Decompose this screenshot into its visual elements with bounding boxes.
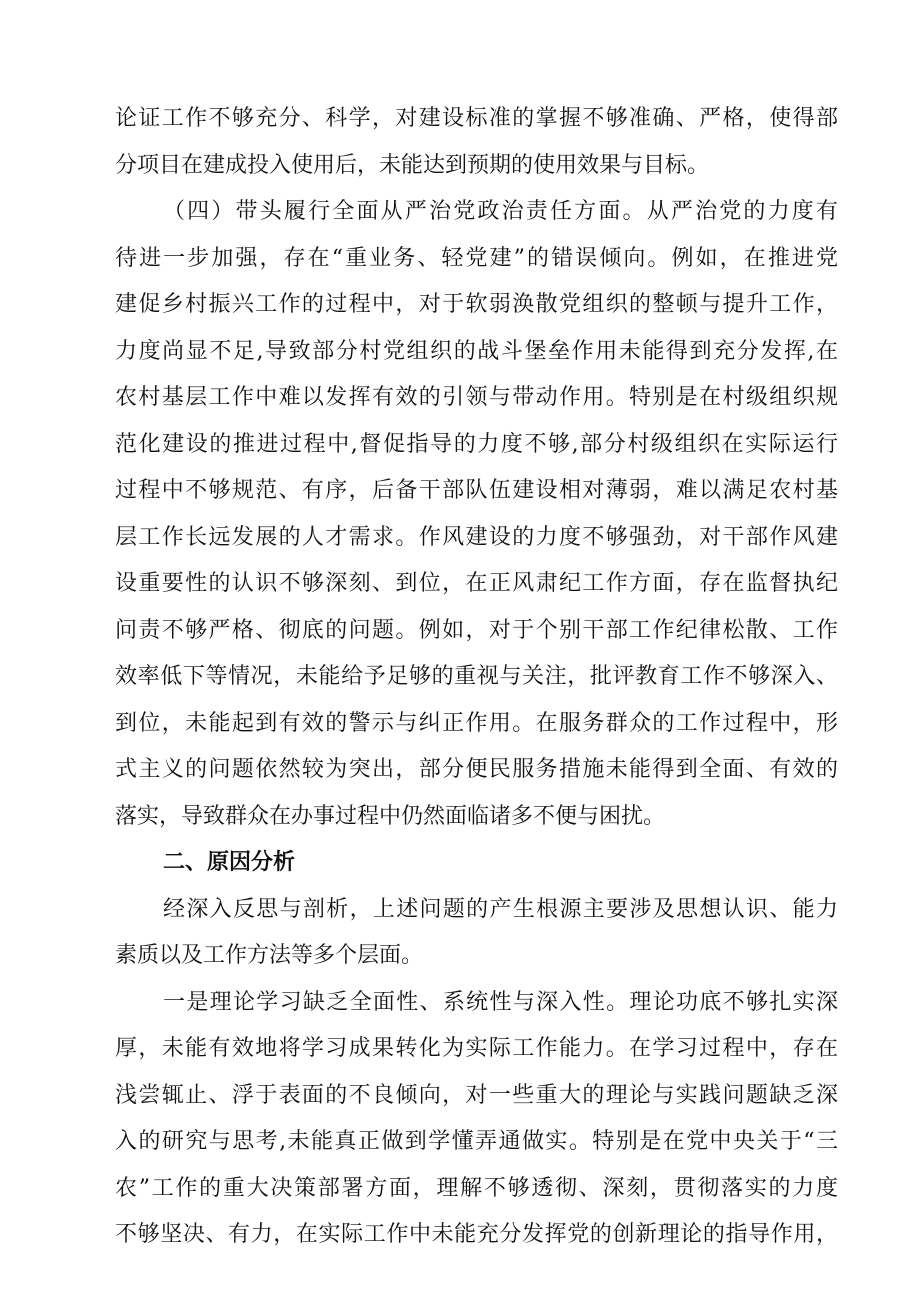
text-line: 厚，未能有效地将学习成果转化为实际工作能力。在学习过程中，存在 [115,1036,838,1061]
text-line: 经深入反思与剖析，上述问题的产生根源主要涉及思想认识、能力 [163,896,838,922]
text-line: 式主义的问题依然较为突出，部分便民服务措施未能得到全面、有效的 [115,757,838,782]
text-line: 待进一步加强，存在“重业务、轻党建”的错误倾向。例如，在推进党 [115,245,838,271]
text-line: 不够坚决、有力，在实际工作中未能充分发挥党的创新理论的指导作用， [115,1222,838,1247]
text-line: 问责不够严格、彻底的问题。例如，对于个别干部工作纪律松散、工作 [115,617,838,643]
text-line: 效率低下等情况，未能给予足够的重视与关注，批评教育工作不够深入、 [115,664,838,689]
text-line: 到位，未能起到有效的警示与纠正作用。在服务群众的工作过程中，形 [115,710,838,736]
text-line: 农村基层工作中难以发挥有效的引领与带动作用。特别是在村级组织规 [115,385,838,410]
text-line: 浅尝辄止、浮于表面的不良倾向，对一些重大的理论与实践问题缺乏深 [115,1082,838,1108]
text-line: 范化建设的推进过程中,督促指导的力度不够,部分村级组织在实际运行 [115,431,838,457]
section-heading: 二、原因分析 [163,850,296,875]
section-four-heading-line: （四）带头履行全面从严治党政治责任方面。从严治党的力度有 [163,199,838,224]
text-line: 一是理论学习缺乏全面性、系统性与深入性。理论功底不够扎实深 [163,989,838,1015]
text-line: 建促乡村振兴工作的过程中，对于软弱涣散党组织的整顿与提升工作， [115,292,838,317]
text-line: 力度尚显不足,导致部分村党组织的战斗堡垒作用未能得到充分发挥,在 [115,338,838,364]
text-line: 入的研究与思考,未能真正做到学懂弄通做实。特别是在党中央关于“三 [115,1129,838,1154]
text-line: 论证工作不够充分、科学，对建设标准的掌握不够准确、严格，使得部 [115,106,838,131]
document-body [115,96,838,1259]
text-line: 设重要性的认识不够深刻、到位，在正风肃纪工作方面，存在监督执纪 [115,571,838,596]
text-line: 落实，导致群众在办事过程中仍然面临诸多不便与困扰。 [115,803,666,829]
text-line: 分项目在建成投入使用后，未能达到预期的使用效果与目标。 [115,152,710,178]
text-line: 素质以及工作方法等多个层面。 [115,943,424,968]
text-line: 过程中不够规范、有序，后备干部队伍建设相对薄弱，难以满足农村基 [115,478,838,503]
text-line: 层工作长远发展的人才需求。作风建设的力度不够强劲，对干部作风建 [115,524,838,550]
text-line: 农”工作的重大决策部署方面，理解不够透彻、深刻，贯彻落实的力度 [115,1175,838,1201]
